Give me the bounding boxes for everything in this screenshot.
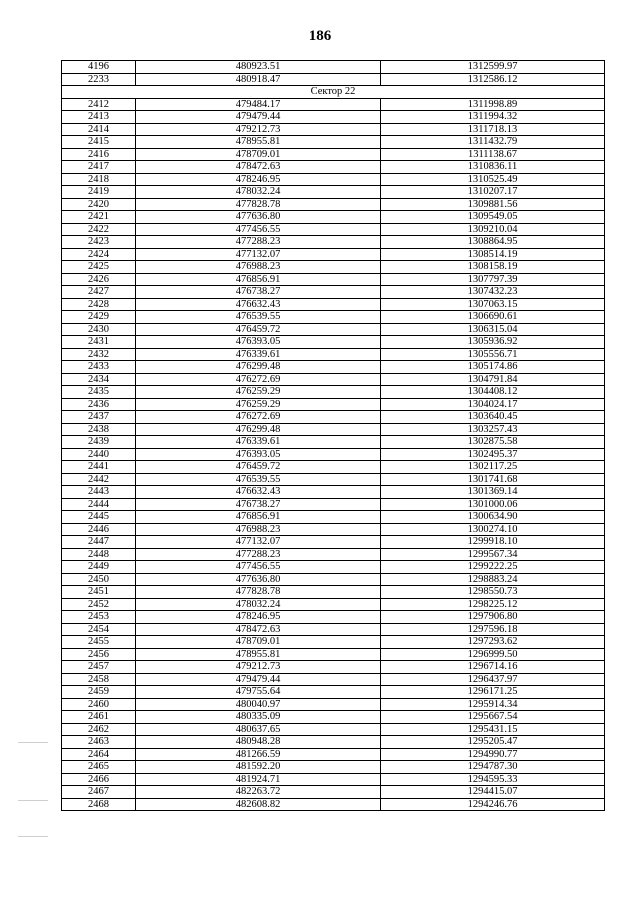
table-row (62, 248, 605, 261)
point-number-cell: 2419 (62, 186, 136, 199)
sector-header-row (62, 86, 605, 99)
y-coordinate-cell: 1295431.15 (381, 723, 605, 736)
y-coordinate-cell: 1295667.54 (381, 711, 605, 724)
table-row (62, 436, 605, 449)
y-coordinate-cell: 1302495.37 (381, 448, 605, 461)
point-number-cell: 2436 (62, 398, 136, 411)
x-coordinate-cell: 482263.72 (136, 786, 381, 799)
coordinates-table (61, 60, 605, 811)
x-coordinate-cell: 477636.80 (136, 211, 381, 224)
table-row (62, 273, 605, 286)
x-coordinate-cell: 478246.95 (136, 173, 381, 186)
point-number-cell: 2458 (62, 673, 136, 686)
x-coordinate-cell: 479755.64 (136, 686, 381, 699)
x-coordinate-cell: 476539.55 (136, 311, 381, 324)
y-coordinate-cell: 1296437.97 (381, 673, 605, 686)
y-coordinate-cell: 1307797.39 (381, 273, 605, 286)
point-number-cell: 2233 (62, 73, 136, 86)
point-number-cell: 2456 (62, 648, 136, 661)
point-number-cell: 2426 (62, 273, 136, 286)
table-row (62, 236, 605, 249)
y-coordinate-cell: 1310836.11 (381, 161, 605, 174)
point-number-cell: 2446 (62, 523, 136, 536)
x-coordinate-cell: 476272.69 (136, 411, 381, 424)
table-row (62, 511, 605, 524)
y-coordinate-cell: 1311994.32 (381, 111, 605, 124)
x-coordinate-cell: 478472.63 (136, 161, 381, 174)
table-row (62, 786, 605, 799)
table-row (62, 423, 605, 436)
point-number-cell: 2429 (62, 311, 136, 324)
point-number-cell: 2433 (62, 361, 136, 374)
x-coordinate-cell: 480918.47 (136, 73, 381, 86)
table-row (62, 286, 605, 299)
point-number-cell: 2467 (62, 786, 136, 799)
x-coordinate-cell: 476988.23 (136, 261, 381, 274)
x-coordinate-cell: 479212.73 (136, 661, 381, 674)
x-coordinate-cell: 477132.07 (136, 536, 381, 549)
point-number-cell: 2415 (62, 136, 136, 149)
y-coordinate-cell: 1311432.79 (381, 136, 605, 149)
y-coordinate-cell: 1294595.33 (381, 773, 605, 786)
x-coordinate-cell: 476339.61 (136, 436, 381, 449)
x-coordinate-cell: 476632.43 (136, 298, 381, 311)
point-number-cell: 2447 (62, 536, 136, 549)
y-coordinate-cell: 1296999.50 (381, 648, 605, 661)
table-row (62, 661, 605, 674)
table-row (62, 561, 605, 574)
y-coordinate-cell: 1298883.24 (381, 573, 605, 586)
x-coordinate-cell: 482608.82 (136, 798, 381, 811)
table-row (62, 111, 605, 124)
x-coordinate-cell: 480948.28 (136, 736, 381, 749)
x-coordinate-cell: 476272.69 (136, 373, 381, 386)
y-coordinate-cell: 1298550.73 (381, 586, 605, 599)
page-number: 186 (308, 28, 332, 44)
x-coordinate-cell: 476393.05 (136, 336, 381, 349)
table-row (62, 73, 605, 86)
point-number-cell: 2463 (62, 736, 136, 749)
x-coordinate-cell: 477132.07 (136, 248, 381, 261)
scan-artifact (18, 800, 48, 801)
x-coordinate-cell: 477288.23 (136, 236, 381, 249)
table-row (62, 411, 605, 424)
table-row (62, 123, 605, 136)
table-row (62, 348, 605, 361)
point-number-cell: 2440 (62, 448, 136, 461)
point-number-cell: 2418 (62, 173, 136, 186)
point-number-cell: 2425 (62, 261, 136, 274)
y-coordinate-cell: 1310207.17 (381, 186, 605, 199)
x-coordinate-cell: 478709.01 (136, 636, 381, 649)
x-coordinate-cell: 479484.17 (136, 98, 381, 111)
table-row (62, 211, 605, 224)
x-coordinate-cell: 477828.78 (136, 198, 381, 211)
y-coordinate-cell: 1304024.17 (381, 398, 605, 411)
table-row (62, 136, 605, 149)
y-coordinate-cell: 1304408.12 (381, 386, 605, 399)
y-coordinate-cell: 1294415.07 (381, 786, 605, 799)
x-coordinate-cell: 478032.24 (136, 186, 381, 199)
point-number-cell: 2420 (62, 198, 136, 211)
table-row (62, 536, 605, 549)
point-number-cell: 2422 (62, 223, 136, 236)
x-coordinate-cell: 478955.81 (136, 136, 381, 149)
x-coordinate-cell: 476259.29 (136, 386, 381, 399)
y-coordinate-cell: 1305936.92 (381, 336, 605, 349)
point-number-cell: 2468 (62, 798, 136, 811)
x-coordinate-cell: 476393.05 (136, 448, 381, 461)
x-coordinate-cell: 478709.01 (136, 148, 381, 161)
table-row (62, 748, 605, 761)
x-coordinate-cell: 477828.78 (136, 586, 381, 599)
table-row (62, 711, 605, 724)
y-coordinate-cell: 1299567.34 (381, 548, 605, 561)
table-row (62, 761, 605, 774)
y-coordinate-cell: 1310525.49 (381, 173, 605, 186)
y-coordinate-cell: 1301741.68 (381, 473, 605, 486)
point-number-cell: 2432 (62, 348, 136, 361)
y-coordinate-cell: 1301369.14 (381, 486, 605, 499)
scan-artifact (18, 836, 48, 837)
x-coordinate-cell: 481266.59 (136, 748, 381, 761)
table-row (62, 223, 605, 236)
y-coordinate-cell: 1298225.12 (381, 598, 605, 611)
point-number-cell: 2451 (62, 586, 136, 599)
point-number-cell: 2449 (62, 561, 136, 574)
x-coordinate-cell: 476539.55 (136, 473, 381, 486)
table-row (62, 336, 605, 349)
table-row (62, 698, 605, 711)
x-coordinate-cell: 476299.48 (136, 423, 381, 436)
y-coordinate-cell: 1312599.97 (381, 61, 605, 74)
table-row (62, 461, 605, 474)
y-coordinate-cell: 1302117.25 (381, 461, 605, 474)
x-coordinate-cell: 476856.91 (136, 273, 381, 286)
y-coordinate-cell: 1305174.86 (381, 361, 605, 374)
point-number-cell: 2443 (62, 486, 136, 499)
y-coordinate-cell: 1295914.34 (381, 698, 605, 711)
point-number-cell: 2437 (62, 411, 136, 424)
point-number-cell: 2430 (62, 323, 136, 336)
point-number-cell: 2434 (62, 373, 136, 386)
y-coordinate-cell: 1295205.47 (381, 736, 605, 749)
y-coordinate-cell: 1308864.95 (381, 236, 605, 249)
point-number-cell: 2461 (62, 711, 136, 724)
point-number-cell: 2445 (62, 511, 136, 524)
point-number-cell: 2416 (62, 148, 136, 161)
table-row (62, 198, 605, 211)
y-coordinate-cell: 1303640.45 (381, 411, 605, 424)
table-row (62, 736, 605, 749)
y-coordinate-cell: 1300274.10 (381, 523, 605, 536)
x-coordinate-cell: 476259.29 (136, 398, 381, 411)
point-number-cell: 2450 (62, 573, 136, 586)
y-coordinate-cell: 1311138.67 (381, 148, 605, 161)
y-coordinate-cell: 1312586.12 (381, 73, 605, 86)
x-coordinate-cell: 477456.55 (136, 561, 381, 574)
point-number-cell: 2412 (62, 98, 136, 111)
point-number-cell: 2455 (62, 636, 136, 649)
y-coordinate-cell: 1308158.19 (381, 261, 605, 274)
point-number-cell: 2417 (62, 161, 136, 174)
x-coordinate-cell: 478472.63 (136, 623, 381, 636)
x-coordinate-cell: 480923.51 (136, 61, 381, 74)
y-coordinate-cell: 1303257.43 (381, 423, 605, 436)
table-row (62, 323, 605, 336)
point-number-cell: 2454 (62, 623, 136, 636)
point-number-cell: 2465 (62, 761, 136, 774)
x-coordinate-cell: 481592.20 (136, 761, 381, 774)
y-coordinate-cell: 1297906.80 (381, 611, 605, 624)
table-row (62, 373, 605, 386)
table-row (62, 623, 605, 636)
x-coordinate-cell: 478246.95 (136, 611, 381, 624)
y-coordinate-cell: 1307063.15 (381, 298, 605, 311)
point-number-cell: 2444 (62, 498, 136, 511)
x-coordinate-cell: 478032.24 (136, 598, 381, 611)
point-number-cell: 2424 (62, 248, 136, 261)
x-coordinate-cell: 480040.97 (136, 698, 381, 711)
table-row (62, 573, 605, 586)
point-number-cell: 4196 (62, 61, 136, 74)
table-row (62, 586, 605, 599)
x-coordinate-cell: 476459.72 (136, 461, 381, 474)
table-row (62, 548, 605, 561)
table-row (62, 673, 605, 686)
x-coordinate-cell: 478955.81 (136, 648, 381, 661)
x-coordinate-cell: 476339.61 (136, 348, 381, 361)
x-coordinate-cell: 477456.55 (136, 223, 381, 236)
table-row (62, 636, 605, 649)
table-row (62, 261, 605, 274)
table-row (62, 173, 605, 186)
y-coordinate-cell: 1300634.90 (381, 511, 605, 524)
table-row (62, 686, 605, 699)
x-coordinate-cell: 476738.27 (136, 286, 381, 299)
y-coordinate-cell: 1296714.16 (381, 661, 605, 674)
y-coordinate-cell: 1294246.76 (381, 798, 605, 811)
scan-artifact (18, 742, 48, 743)
y-coordinate-cell: 1304791.84 (381, 373, 605, 386)
point-number-cell: 2466 (62, 773, 136, 786)
table-row (62, 448, 605, 461)
x-coordinate-cell: 479212.73 (136, 123, 381, 136)
table-row (62, 148, 605, 161)
point-number-cell: 2421 (62, 211, 136, 224)
x-coordinate-cell: 476299.48 (136, 361, 381, 374)
point-number-cell: 2453 (62, 611, 136, 624)
x-coordinate-cell: 481924.71 (136, 773, 381, 786)
y-coordinate-cell: 1311718.13 (381, 123, 605, 136)
point-number-cell: 2439 (62, 436, 136, 449)
point-number-cell: 2441 (62, 461, 136, 474)
y-coordinate-cell: 1306690.61 (381, 311, 605, 324)
x-coordinate-cell: 477636.80 (136, 573, 381, 586)
table-row (62, 648, 605, 661)
table-row (62, 773, 605, 786)
point-number-cell: 2431 (62, 336, 136, 349)
x-coordinate-cell: 476738.27 (136, 498, 381, 511)
table-row (62, 598, 605, 611)
point-number-cell: 2462 (62, 723, 136, 736)
y-coordinate-cell: 1311998.89 (381, 98, 605, 111)
y-coordinate-cell: 1299222.25 (381, 561, 605, 574)
table-row (62, 398, 605, 411)
sector-label: Сектор 22 (62, 86, 605, 99)
table-row (62, 498, 605, 511)
table-row (62, 61, 605, 74)
table-row (62, 298, 605, 311)
table-row (62, 386, 605, 399)
x-coordinate-cell: 479479.44 (136, 673, 381, 686)
x-coordinate-cell: 476632.43 (136, 486, 381, 499)
x-coordinate-cell: 476988.23 (136, 523, 381, 536)
point-number-cell: 2435 (62, 386, 136, 399)
x-coordinate-cell: 480335.09 (136, 711, 381, 724)
table-row (62, 361, 605, 374)
point-number-cell: 2427 (62, 286, 136, 299)
point-number-cell: 2459 (62, 686, 136, 699)
y-coordinate-cell: 1301000.06 (381, 498, 605, 511)
y-coordinate-cell: 1296171.25 (381, 686, 605, 699)
x-coordinate-cell: 479479.44 (136, 111, 381, 124)
y-coordinate-cell: 1297596.18 (381, 623, 605, 636)
y-coordinate-cell: 1308514.19 (381, 248, 605, 261)
point-number-cell: 2428 (62, 298, 136, 311)
point-number-cell: 2452 (62, 598, 136, 611)
table-row (62, 723, 605, 736)
x-coordinate-cell: 476856.91 (136, 511, 381, 524)
point-number-cell: 2457 (62, 661, 136, 674)
y-coordinate-cell: 1299918.10 (381, 536, 605, 549)
x-coordinate-cell: 476459.72 (136, 323, 381, 336)
point-number-cell: 2464 (62, 748, 136, 761)
point-number-cell: 2442 (62, 473, 136, 486)
table-row (62, 611, 605, 624)
table-row (62, 798, 605, 811)
y-coordinate-cell: 1294787.30 (381, 761, 605, 774)
y-coordinate-cell: 1309881.56 (381, 198, 605, 211)
table-row (62, 473, 605, 486)
y-coordinate-cell: 1302875.58 (381, 436, 605, 449)
x-coordinate-cell: 480637.65 (136, 723, 381, 736)
y-coordinate-cell: 1297293.62 (381, 636, 605, 649)
y-coordinate-cell: 1307432.23 (381, 286, 605, 299)
y-coordinate-cell: 1309549.05 (381, 211, 605, 224)
point-number-cell: 2413 (62, 111, 136, 124)
x-coordinate-cell: 477288.23 (136, 548, 381, 561)
y-coordinate-cell: 1306315.04 (381, 323, 605, 336)
y-coordinate-cell: 1294990.77 (381, 748, 605, 761)
table-row (62, 186, 605, 199)
table-row (62, 486, 605, 499)
y-coordinate-cell: 1309210.04 (381, 223, 605, 236)
table-row (62, 311, 605, 324)
table-row (62, 523, 605, 536)
point-number-cell: 2438 (62, 423, 136, 436)
point-number-cell: 2460 (62, 698, 136, 711)
point-number-cell: 2423 (62, 236, 136, 249)
coordinates-table-body (62, 61, 605, 811)
point-number-cell: 2448 (62, 548, 136, 561)
point-number-cell: 2414 (62, 123, 136, 136)
table-row (62, 161, 605, 174)
y-coordinate-cell: 1305556.71 (381, 348, 605, 361)
table-row (62, 98, 605, 111)
